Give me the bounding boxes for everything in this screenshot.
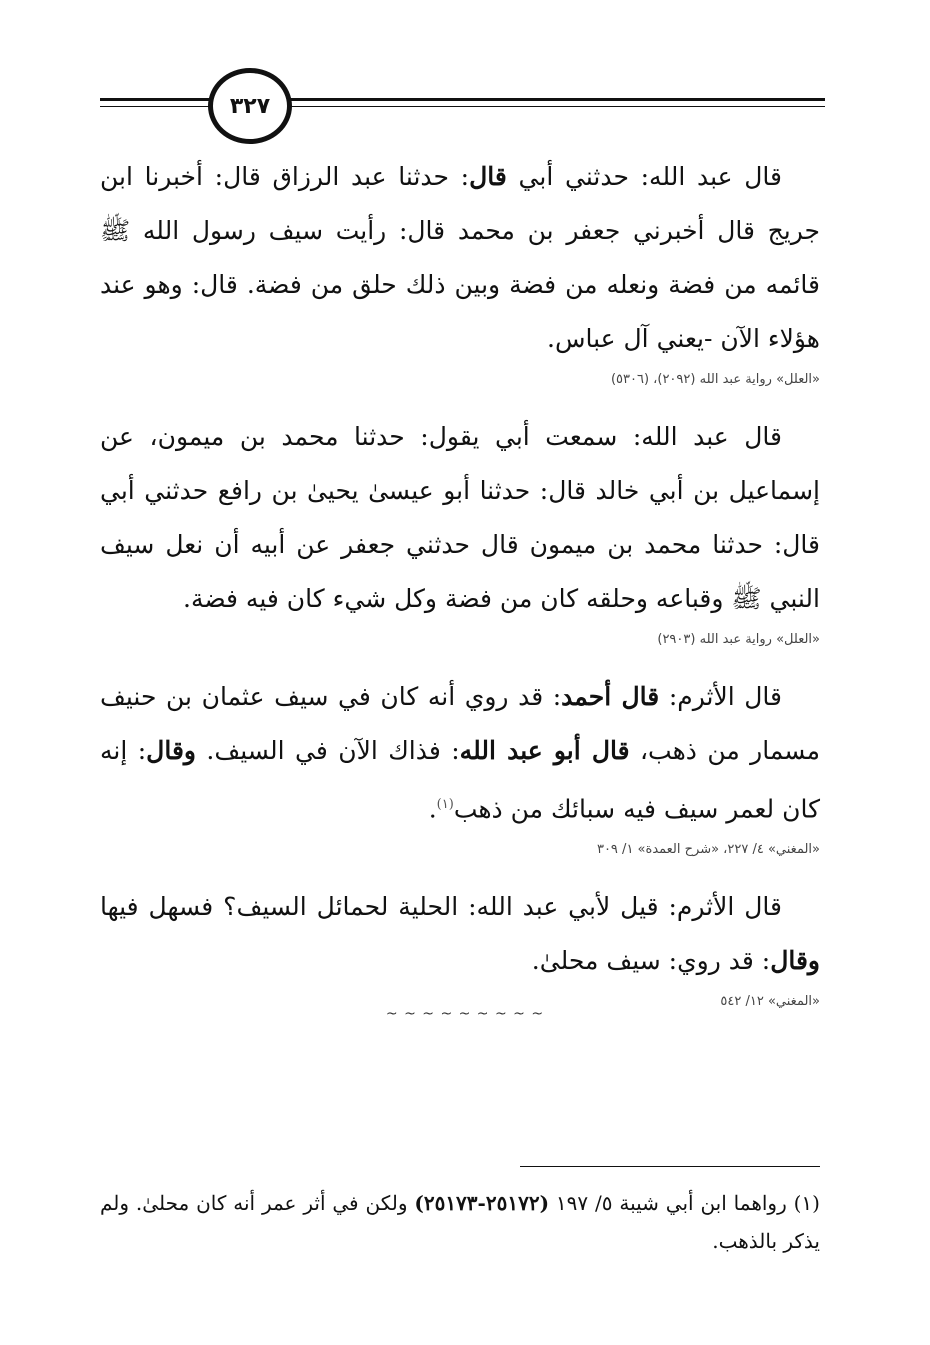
paragraph-2: قال عبد الله: سمعت أبي يقول: حدثنا محمد بن ميمون، عن إسماعيل بن أبي خالد قال: حدثنا أبو عيسىٰ يحيىٰ بن رافع حدثني أبي قال: حدثنا محمد بن ميمون قال حدثني جعفر عن أبيه أن نعل سيف النبي ﷺ وقباعه وحلقه كان من فضة وكل شيء كان فيه فضة. [100,422,820,613]
page-number: ٣٢٧ [208,68,292,144]
source-citation-2: «العلل» رواية عبد الله (٢٩٠٣) [657,632,820,647]
paragraph-1: قال عبد الله: حدثني أبي قال: حدثنا عبد الرزاق قال: أخبرنا ابن جريج قال أخبرني جعفر بن محمد قال: رأيت سيف رسول الله ﷺ قائمه من فضة ونعله من فضة وبين ذلك حلق من فضة. قال: وهو عند هؤلاء الآن -يعني آل عباس. [100,162,820,353]
page-header [90,62,825,142]
paragraph-4: قال الأثرم: قيل لأبي عبد الله: الحلية لحمائل السيف؟ فسهل فيها وقال: قد روي: سيف محلىٰ. [100,892,820,976]
footnote-rule [520,1166,820,1167]
main-text [100,150,820,1032]
header-rule-left [100,98,210,101]
header-rule-right [280,98,825,101]
paragraph-3: قال الأثرم: قال أحمد: قد روي أنه كان في سيف عثمان بن حنيف مسمار من ذهب، قال أبو عبد الله: فذاك الآن في السيف. وقال: إنه كان لعمر سيف فيه سبائك من ذهب$^{(١)}$. [100,682,820,824]
section-divider-ornament: ~ ~ ~ ~ ~ ~ ~ ~ ~ [385,1006,545,1022]
source-citation-3: «المغني» ٤/ ٢٢٧، «شرح العمدة» ١/ ٣٠٩ [596,842,820,858]
header-rule-left-thin [100,106,210,107]
source-citation-4: «المغني» ١٢/ ٥٤٢ [720,994,820,1010]
header-rule-right-thin [280,106,825,107]
footnote-1: (١) رواهما ابن أبي شيبة ٥/ ١٩٧ (٢٥١٧٢-٢٥١٧٣) ولكن في أثر عمر أنه كان محلىٰ. ولم يذكر بالذهب. [100,1191,820,1253]
source-citation-1: «العلل» رواية عبد الله (٢٠٩٢)، (٥٣٠٦) [610,372,820,387]
